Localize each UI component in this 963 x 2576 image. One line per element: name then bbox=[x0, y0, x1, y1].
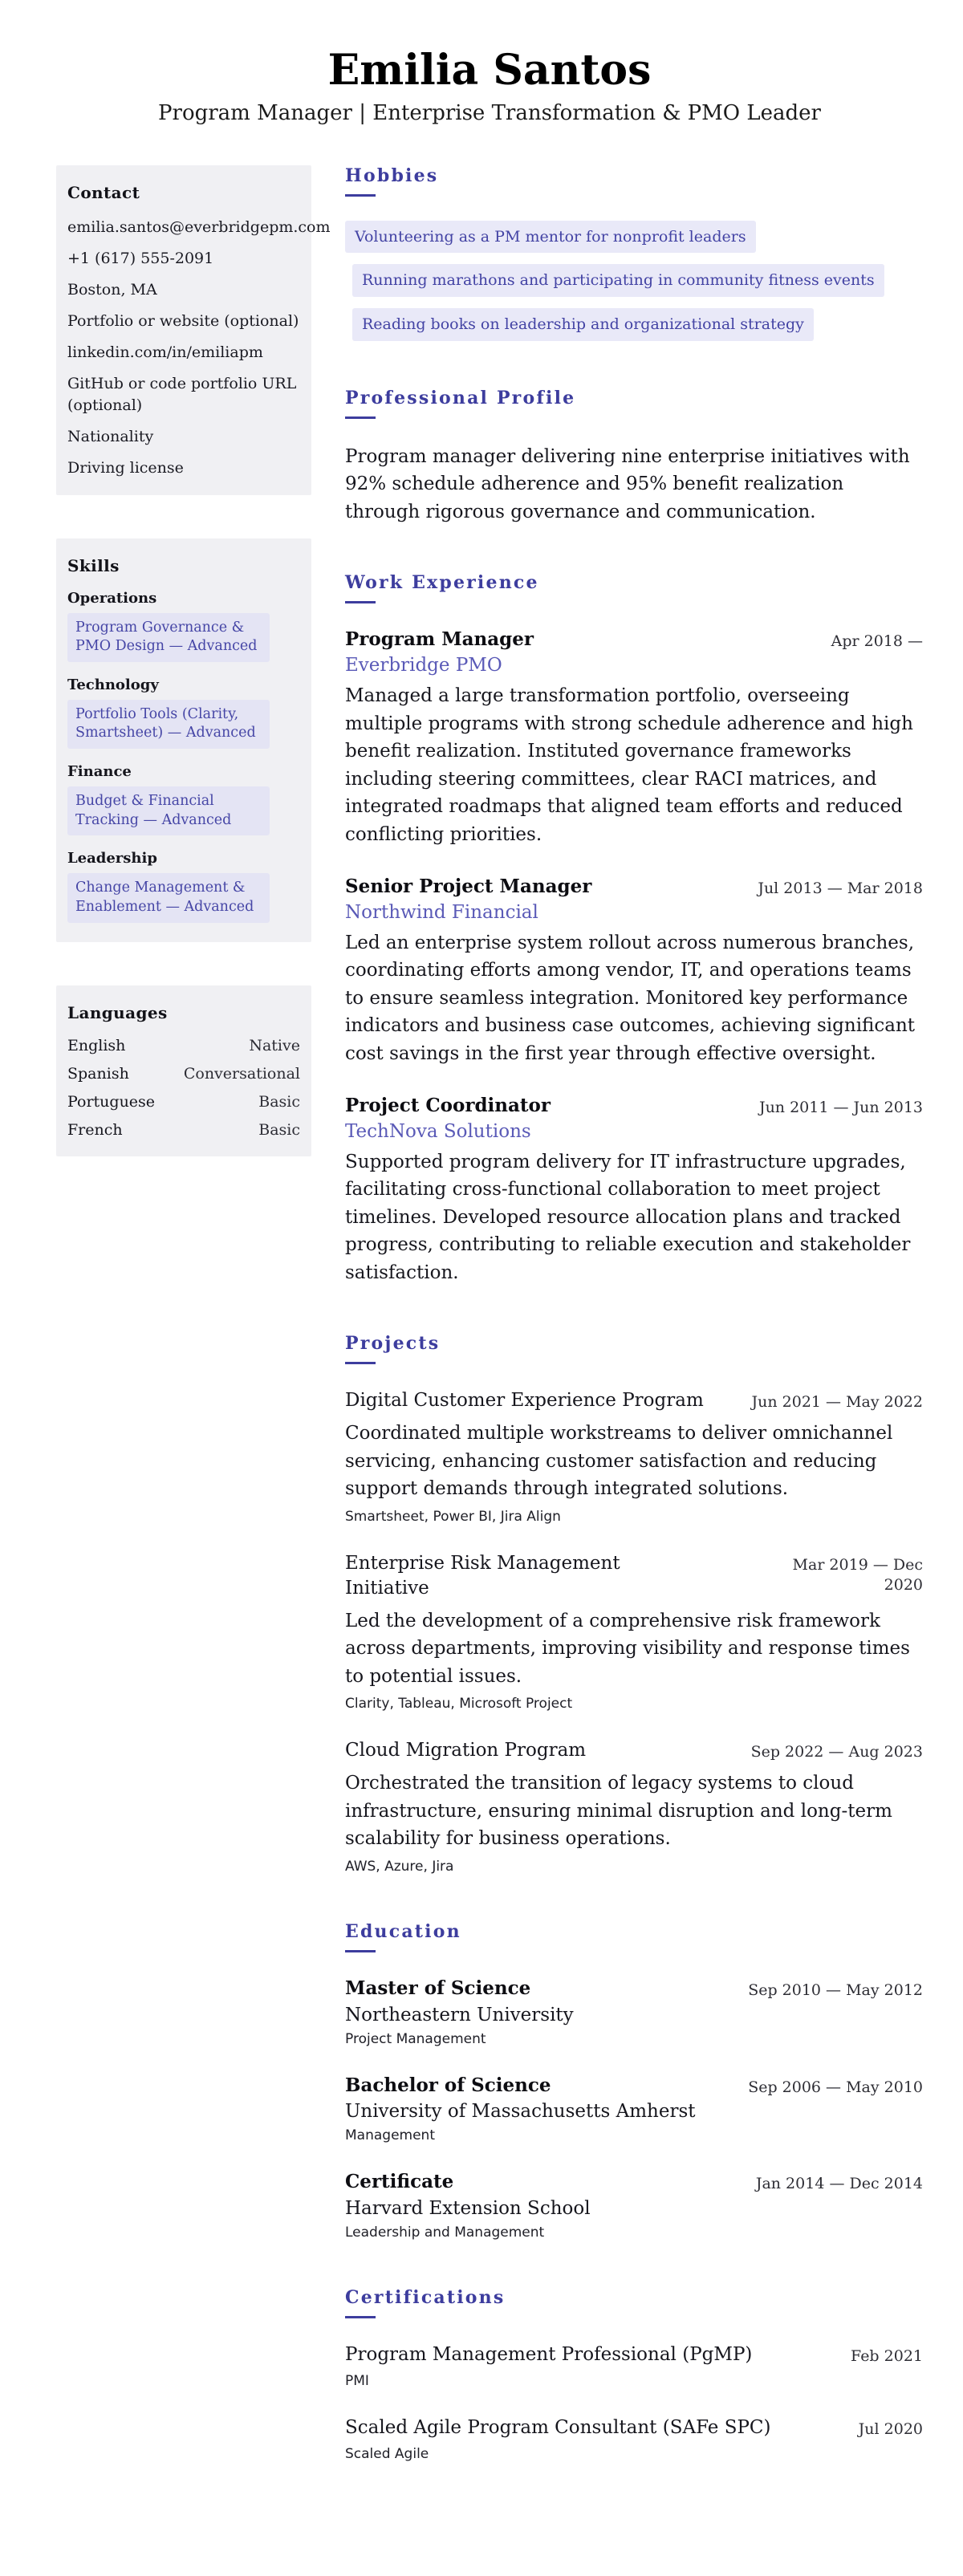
skill-group bbox=[67, 850, 300, 922]
degree: Certificate bbox=[345, 2171, 454, 2193]
education-entry-head bbox=[345, 2170, 923, 2195]
experience-entry bbox=[345, 1094, 923, 1286]
field-of-study: Project Management bbox=[345, 2030, 486, 2047]
contact-portfolio: Portfolio or website (optional) bbox=[67, 311, 299, 330]
languages-section bbox=[56, 985, 311, 1156]
project-tools: Clarity, Tableau, Microsoft Project bbox=[345, 1696, 573, 1713]
job-description: Supported program delivery for IT infrastructure upgrades, facilitating cross-functional collaboration to meet project timelines. Developed resource allocation plans and tracked progress, contributing to reliable execution and stakeholder satisfaction. bbox=[345, 1151, 911, 1283]
skill-pill: Portfolio Tools (Clarity, Smartsheet) — Advanced bbox=[67, 700, 270, 749]
skill-pill: Program Governance & PMO Design — Advanced bbox=[67, 613, 270, 662]
hobby-item: Volunteering as a PM mentor for nonprofit leaders bbox=[345, 221, 756, 254]
header bbox=[56, 47, 923, 125]
languages-section-title: Languages bbox=[67, 1002, 168, 1022]
school-name: Harvard Extension School bbox=[345, 2197, 591, 2219]
contact-location: Boston, MA bbox=[67, 280, 157, 299]
project-entry bbox=[345, 1738, 923, 1875]
projects-entries bbox=[345, 1388, 923, 1875]
education-entry bbox=[345, 2170, 923, 2241]
skill-group bbox=[67, 763, 300, 835]
education-section-title: Education bbox=[345, 1921, 923, 1952]
certification-entry bbox=[345, 2416, 923, 2462]
skill-category: Finance bbox=[67, 763, 132, 781]
job-dates: Jun 2011 — Jun 2013 bbox=[758, 1099, 923, 1117]
field-of-study: Leadership and Management bbox=[345, 2224, 545, 2241]
contact-email: emilia.santos@everbridgepm.com bbox=[67, 217, 331, 236]
hobbies-section bbox=[345, 165, 923, 341]
job-company: Northwind Financial bbox=[345, 901, 538, 923]
hobbies-section-title: Hobbies bbox=[345, 165, 923, 197]
projects-section-title: Projects bbox=[345, 1333, 923, 1364]
certification-dates: Jul 2020 bbox=[858, 2420, 923, 2438]
education-entry-head bbox=[345, 1977, 923, 2001]
education-entry-head bbox=[345, 2074, 923, 2099]
experience-entry-head bbox=[345, 1094, 923, 1119]
education-entry bbox=[345, 2074, 923, 2144]
projects-section bbox=[345, 1333, 923, 1875]
language-name: Spanish bbox=[67, 1064, 129, 1083]
certification-entry-head bbox=[345, 2342, 923, 2367]
certification-name: Program Management Professional (PgMP) bbox=[345, 2343, 753, 2365]
job-company: TechNova Solutions bbox=[345, 1120, 531, 1142]
profile-text: Program manager delivering nine enterprise initiatives with 92% schedule adherence and 95% benefit realization through rigorous governance and communication. bbox=[345, 445, 910, 522]
skill-category: Leadership bbox=[67, 850, 157, 867]
education-dates: Jan 2014 — Dec 2014 bbox=[755, 2175, 923, 2193]
project-dates: Sep 2022 — Aug 2023 bbox=[750, 1743, 923, 1761]
project-entry-head bbox=[345, 1388, 923, 1413]
project-tools: Smartsheet, Power BI, Jira Align bbox=[345, 1508, 561, 1525]
contact-section bbox=[56, 165, 331, 495]
field-of-study: Management bbox=[345, 2127, 435, 2144]
experience-section bbox=[345, 572, 923, 1286]
project-entry-head bbox=[345, 1551, 923, 1601]
job-role: Project Coordinator bbox=[345, 1095, 551, 1117]
job-description: Managed a large transformation portfolio, overseeing multiple programs with strong schedule adherence and high benefit realization. Instituted governance frameworks including steering committees, clear RACI matrices, and integrated roadmaps that aligned team efforts and reduced conflicting priorities. bbox=[345, 685, 913, 845]
skills-section bbox=[56, 538, 311, 942]
certifications-section-title: Certifications bbox=[345, 2287, 923, 2318]
job-role: Program Manager bbox=[345, 628, 534, 651]
language-level: Native bbox=[249, 1036, 300, 1054]
sidebar bbox=[56, 165, 331, 1156]
project-dates: Jun 2021 — May 2022 bbox=[751, 1393, 923, 1412]
degree: Bachelor of Science bbox=[345, 2074, 551, 2096]
education-entry bbox=[345, 1977, 923, 2047]
project-tools: AWS, Azure, Jira bbox=[345, 1858, 454, 1875]
contact-github: GitHub or code portfolio URL (optional) bbox=[67, 374, 297, 414]
language-row bbox=[67, 1093, 300, 1111]
job-dates: Jul 2013 — Mar 2018 bbox=[758, 880, 923, 897]
skill-group bbox=[67, 677, 300, 749]
project-entry bbox=[345, 1551, 923, 1713]
hobby-item: Running marathons and participating in community fitness events bbox=[352, 264, 884, 297]
contact-linkedin: linkedin.com/in/emiliapm bbox=[67, 343, 263, 361]
project-description: Orchestrated the transition of legacy systems to cloud infrastructure, ensuring minimal disruption and long-term scalability for business operations. bbox=[345, 1773, 892, 1850]
hobby-item: Reading books on leadership and organizational strategy bbox=[352, 308, 814, 341]
project-description: Led the development of a comprehensive risk framework across departments, improving visibility and response times to potential issues. bbox=[345, 1610, 910, 1687]
degree: Master of Science bbox=[345, 1977, 531, 1999]
job-company: Everbridge PMO bbox=[345, 655, 502, 676]
language-name: French bbox=[67, 1120, 123, 1139]
project-dates: Mar 2019 — Dec 2020 bbox=[792, 1555, 923, 1595]
project-entry bbox=[345, 1388, 923, 1525]
contact-driving-license: Driving license bbox=[67, 458, 184, 477]
certifications-section bbox=[345, 2287, 923, 2462]
job-dates: Apr 2018 — bbox=[831, 632, 923, 651]
candidate-name: Emilia Santos bbox=[327, 46, 652, 95]
language-row bbox=[67, 1037, 300, 1054]
job-description: Led an enterprise system rollout across numerous branches, coordinating efforts among vendor, IT, and operations teams to ensure seamless integration. Monitored key performance indicators and business case outcomes, achieving significant cost savings in the first year through effective oversight. bbox=[345, 932, 916, 1064]
experience-entry-head bbox=[345, 628, 923, 652]
profile-section bbox=[345, 388, 923, 526]
school-name: Northeastern University bbox=[345, 2004, 574, 2025]
language-name: Portuguese bbox=[67, 1092, 156, 1111]
language-row bbox=[67, 1121, 300, 1139]
education-dates: Sep 2010 — May 2012 bbox=[748, 1981, 923, 1999]
certification-entry-head bbox=[345, 2416, 923, 2440]
candidate-headline: Program Manager | Enterprise Transformation & PMO Leader bbox=[158, 100, 821, 125]
project-name: Cloud Migration Program bbox=[345, 1740, 587, 1761]
certification-name: Scaled Agile Program Consultant (SAFe SPC) bbox=[345, 2416, 771, 2438]
language-level: Basic bbox=[258, 1120, 300, 1139]
job-role: Senior Project Manager bbox=[345, 876, 592, 897]
skills-section-title: Skills bbox=[67, 555, 120, 575]
experience-section-title: Work Experience bbox=[345, 572, 923, 603]
language-level: Conversational bbox=[183, 1064, 300, 1083]
certification-dates: Feb 2021 bbox=[851, 2346, 923, 2365]
education-section bbox=[345, 1921, 923, 2241]
main-column bbox=[345, 165, 923, 2509]
certification-issuer: PMI bbox=[345, 2372, 369, 2389]
project-description: Coordinated multiple workstreams to deliver omnichannel servicing, enhancing customer satisfaction and reducing support demands through integrated solutions. bbox=[345, 1423, 893, 1500]
language-name: English bbox=[67, 1036, 126, 1054]
contact-phone: +1 (617) 555-2091 bbox=[67, 249, 214, 267]
skill-category: Operations bbox=[67, 589, 157, 607]
certification-entry bbox=[345, 2342, 923, 2389]
project-entry-head bbox=[345, 1738, 923, 1763]
language-level: Basic bbox=[258, 1092, 300, 1111]
contact-nationality: Nationality bbox=[67, 427, 154, 445]
certification-issuer: Scaled Agile bbox=[345, 2445, 429, 2462]
experience-entry bbox=[345, 875, 923, 1067]
contact-section-title: Contact bbox=[67, 182, 140, 202]
skill-pill: Change Management & Enablement — Advanced bbox=[67, 873, 270, 922]
profile-section-title: Professional Profile bbox=[345, 388, 923, 419]
education-dates: Sep 2006 — May 2010 bbox=[748, 2078, 923, 2096]
experience-entry bbox=[345, 628, 923, 848]
skill-category: Technology bbox=[67, 676, 159, 693]
language-row bbox=[67, 1065, 300, 1083]
school-name: University of Massachusetts Amherst bbox=[345, 2101, 696, 2123]
project-name: Enterprise Risk Management Initiative bbox=[345, 1552, 620, 1599]
project-name: Digital Customer Experience Program bbox=[345, 1390, 704, 1412]
skill-group bbox=[67, 590, 300, 662]
skill-pill: Budget & Financial Tracking — Advanced bbox=[67, 786, 270, 835]
body-columns bbox=[56, 165, 923, 2509]
experience-entry-head bbox=[345, 875, 923, 900]
